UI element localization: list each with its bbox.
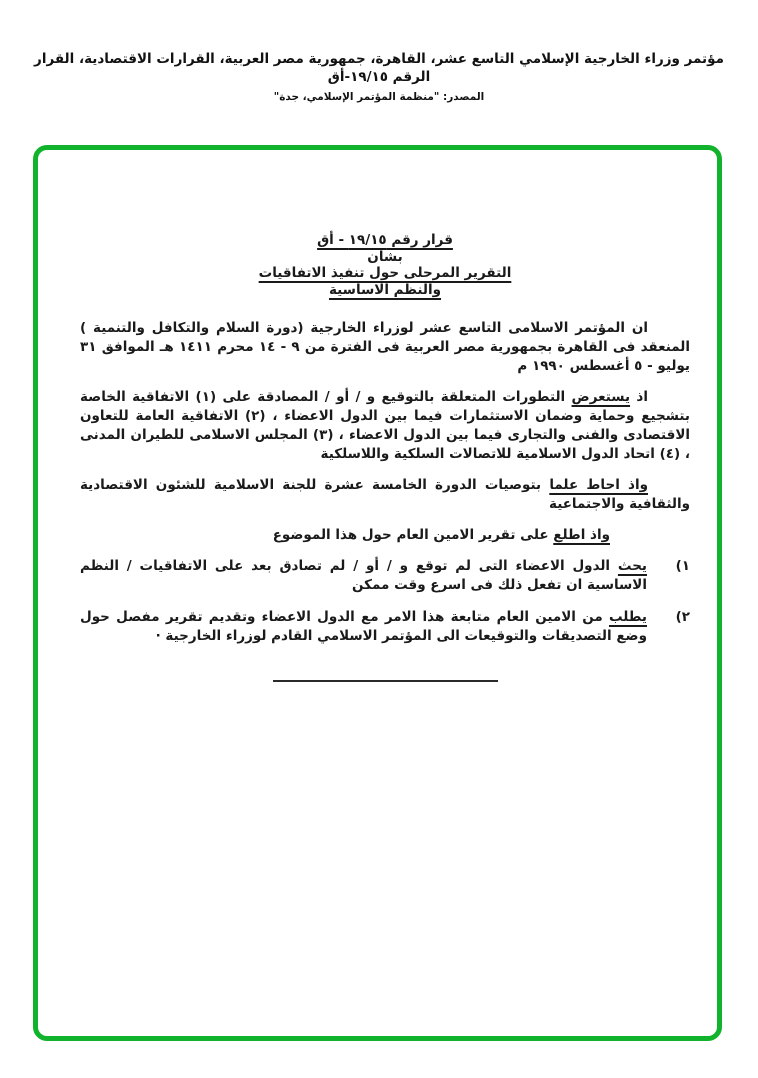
title-subject-line2: والنظم الاساسية bbox=[328, 281, 442, 298]
title-resolution-number: قرار رقم ١٩/١٥ - أق bbox=[317, 232, 453, 248]
item-text: يطلب من الامين العام متابعة هذا الامر مع الدول الاعضاء وتقديم تقرير مفصل حول وضع التصديقات والتوقيعات الى المؤتمر الاسلامي القادم لوزراء الخارجية · bbox=[80, 609, 647, 644]
operative-item-2 bbox=[80, 608, 690, 646]
document-frame bbox=[33, 145, 722, 1041]
item-text: يحث الدول الاعضاء التى لم توقع و / أو / لم تصادق بعد على الاتفاقيات / النظم الاساسية ان تفعل ذلك فى اسرع وقت ممكن bbox=[80, 558, 647, 593]
source-line: المصدر: "منظمة المؤتمر الإسلامي، جدة" bbox=[273, 91, 485, 103]
preamble-paragraph-reviewing: اذ يستعرض التطورات المتعلقة بالتوقيع و / أو / المصادقة على (١) الاتفاقية الخاصة بتشجيع وحماية وضمان الاستثمارات فيما بين الدول الاعضاء ، (٢) الاتفاقية العامة للتعاون الاقتصادى والفنى والتجارى فيما بين الدول الاعضاء ، (٣) المجلس الاسلامى للطيران المدنى ، (٤) اتحاد الدول الاسلامية للاتصالات السلكية واللاسلكية bbox=[80, 389, 690, 462]
title-subject-line1: التقرير المرحلى حول تنفيذ الاتفاقيات bbox=[258, 265, 512, 281]
item-number: ١) bbox=[675, 558, 690, 574]
end-of-text-rule bbox=[273, 680, 498, 682]
preamble-paragraph-noting: واذ احاط علما بتوصيات الدورة الخامسة عشرة للجنة الاسلامية للشئون الاقتصادية والثقافية والاجتماعية bbox=[80, 477, 690, 512]
item-number: ٢) bbox=[675, 609, 690, 625]
preamble-paragraph-having-seen: واذ اطلع على تقرير الامين العام حول هذا الموضوع bbox=[272, 527, 610, 543]
resolution-title bbox=[80, 232, 690, 298]
title-regarding: بشان bbox=[367, 248, 403, 265]
operative-item-1 bbox=[80, 557, 690, 595]
document-content bbox=[80, 232, 690, 682]
citation-header: مؤتمر وزراء الخارجية الإسلامي التاسع عشر، القاهرة، جمهورية مصر العربية، القرارات الاقتصادية، القرار الرقم ١٩/١٥-أق bbox=[34, 51, 724, 85]
preamble-paragraph-session: ان المؤتمر الاسلامى التاسع عشر لوزراء الخارجية (دورة السلام والتكافل والتنمية ) المنعقد فى القاهرة بجمهورية مصر العربية فى الفترة من ٩ - ١٤ محرم ١٤١١ هـ الموافق ٣١ يوليو - ٥ أغسطس ١٩٩٠ م bbox=[80, 320, 690, 374]
